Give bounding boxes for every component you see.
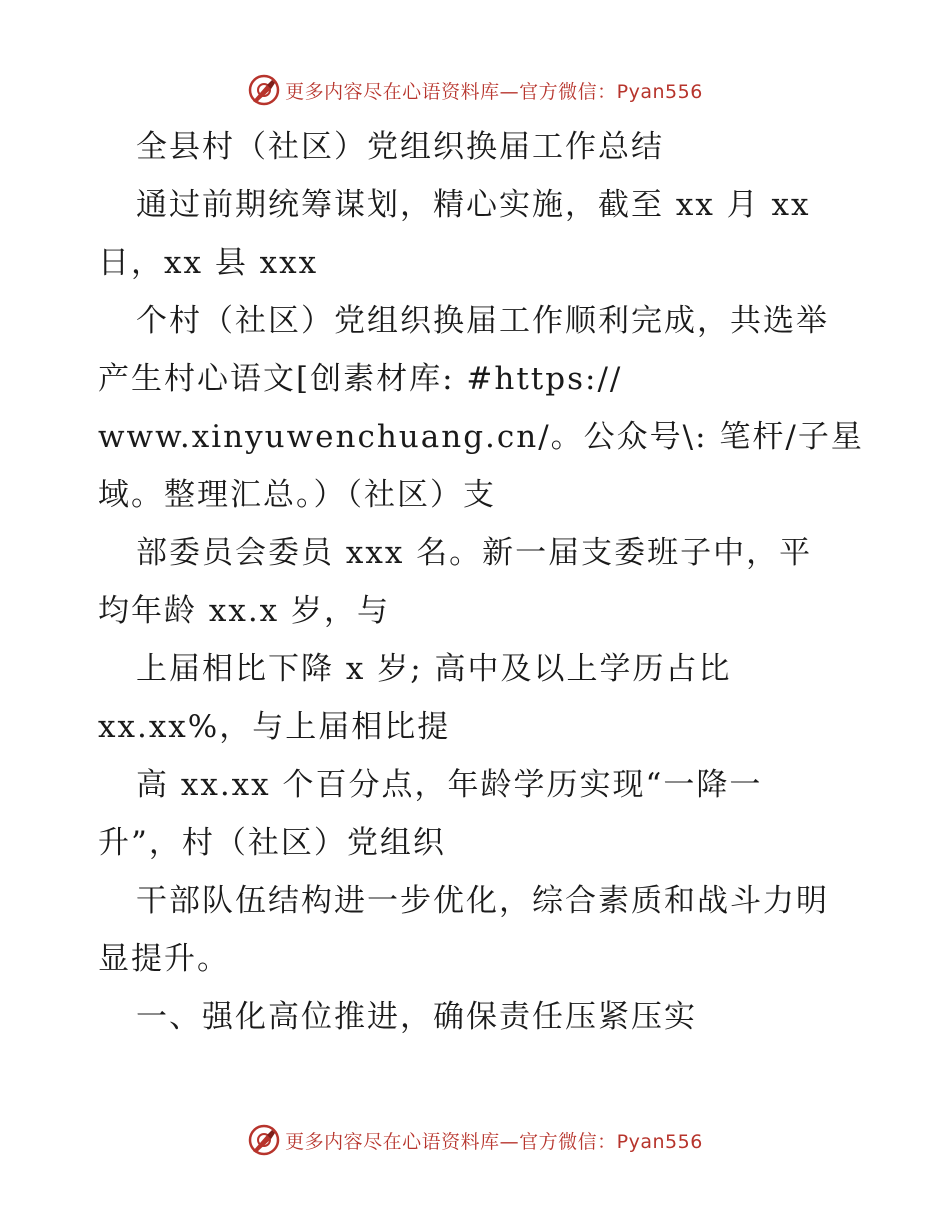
watermark-banner-top bbox=[0, 70, 950, 110]
text-line: 升”，村（社区）党组织 bbox=[98, 825, 446, 861]
pen-logo-icon bbox=[247, 73, 281, 107]
text-line: 部委员会委员 xxx 名。新一届支委班子中，平 bbox=[136, 535, 813, 571]
text-line: 高 xx.xx 个百分点，年龄学历实现“一降一 bbox=[136, 767, 763, 803]
text-line: 产生村心语文[创素材库: #https:// bbox=[98, 361, 623, 397]
text-line: 个村（社区）党组织换届工作顺利完成，共选举 bbox=[136, 303, 829, 339]
text-line: 上届相比下降 x 岁; 高中及以上学历占比 bbox=[136, 651, 732, 687]
text-line: 通过前期统筹谋划，精心实施，截至 xx 月 xx bbox=[136, 187, 811, 223]
pen-logo-icon bbox=[247, 1123, 281, 1157]
document-body bbox=[98, 118, 868, 1046]
text-line: www.xinyuwenchuang.cn/。公众号\: 笔杆/子星 bbox=[98, 419, 864, 455]
watermark-banner-bottom bbox=[0, 1120, 950, 1160]
text-line: 日，xx 县 xxx bbox=[98, 245, 319, 281]
text-line: xx.xx%，与上届相比提 bbox=[98, 709, 451, 745]
watermark-text: 更多内容尽在心语资料库—官方微信：Pyan556 bbox=[285, 80, 703, 103]
text-line: 一、强化高位推进，确保责任压紧压实 bbox=[136, 999, 697, 1035]
text-line: 域。整理汇总。）（社区）支 bbox=[98, 477, 496, 513]
text-line: 显提升。 bbox=[98, 941, 230, 977]
text-line: 均年龄 xx.x 岁，与 bbox=[98, 593, 391, 629]
watermark-text: 更多内容尽在心语资料库—官方微信：Pyan556 bbox=[285, 1130, 703, 1153]
text-line: 干部队伍结构进一步优化，综合素质和战斗力明 bbox=[136, 883, 829, 919]
text-line: 全县村（社区）党组织换届工作总结 bbox=[136, 129, 664, 165]
